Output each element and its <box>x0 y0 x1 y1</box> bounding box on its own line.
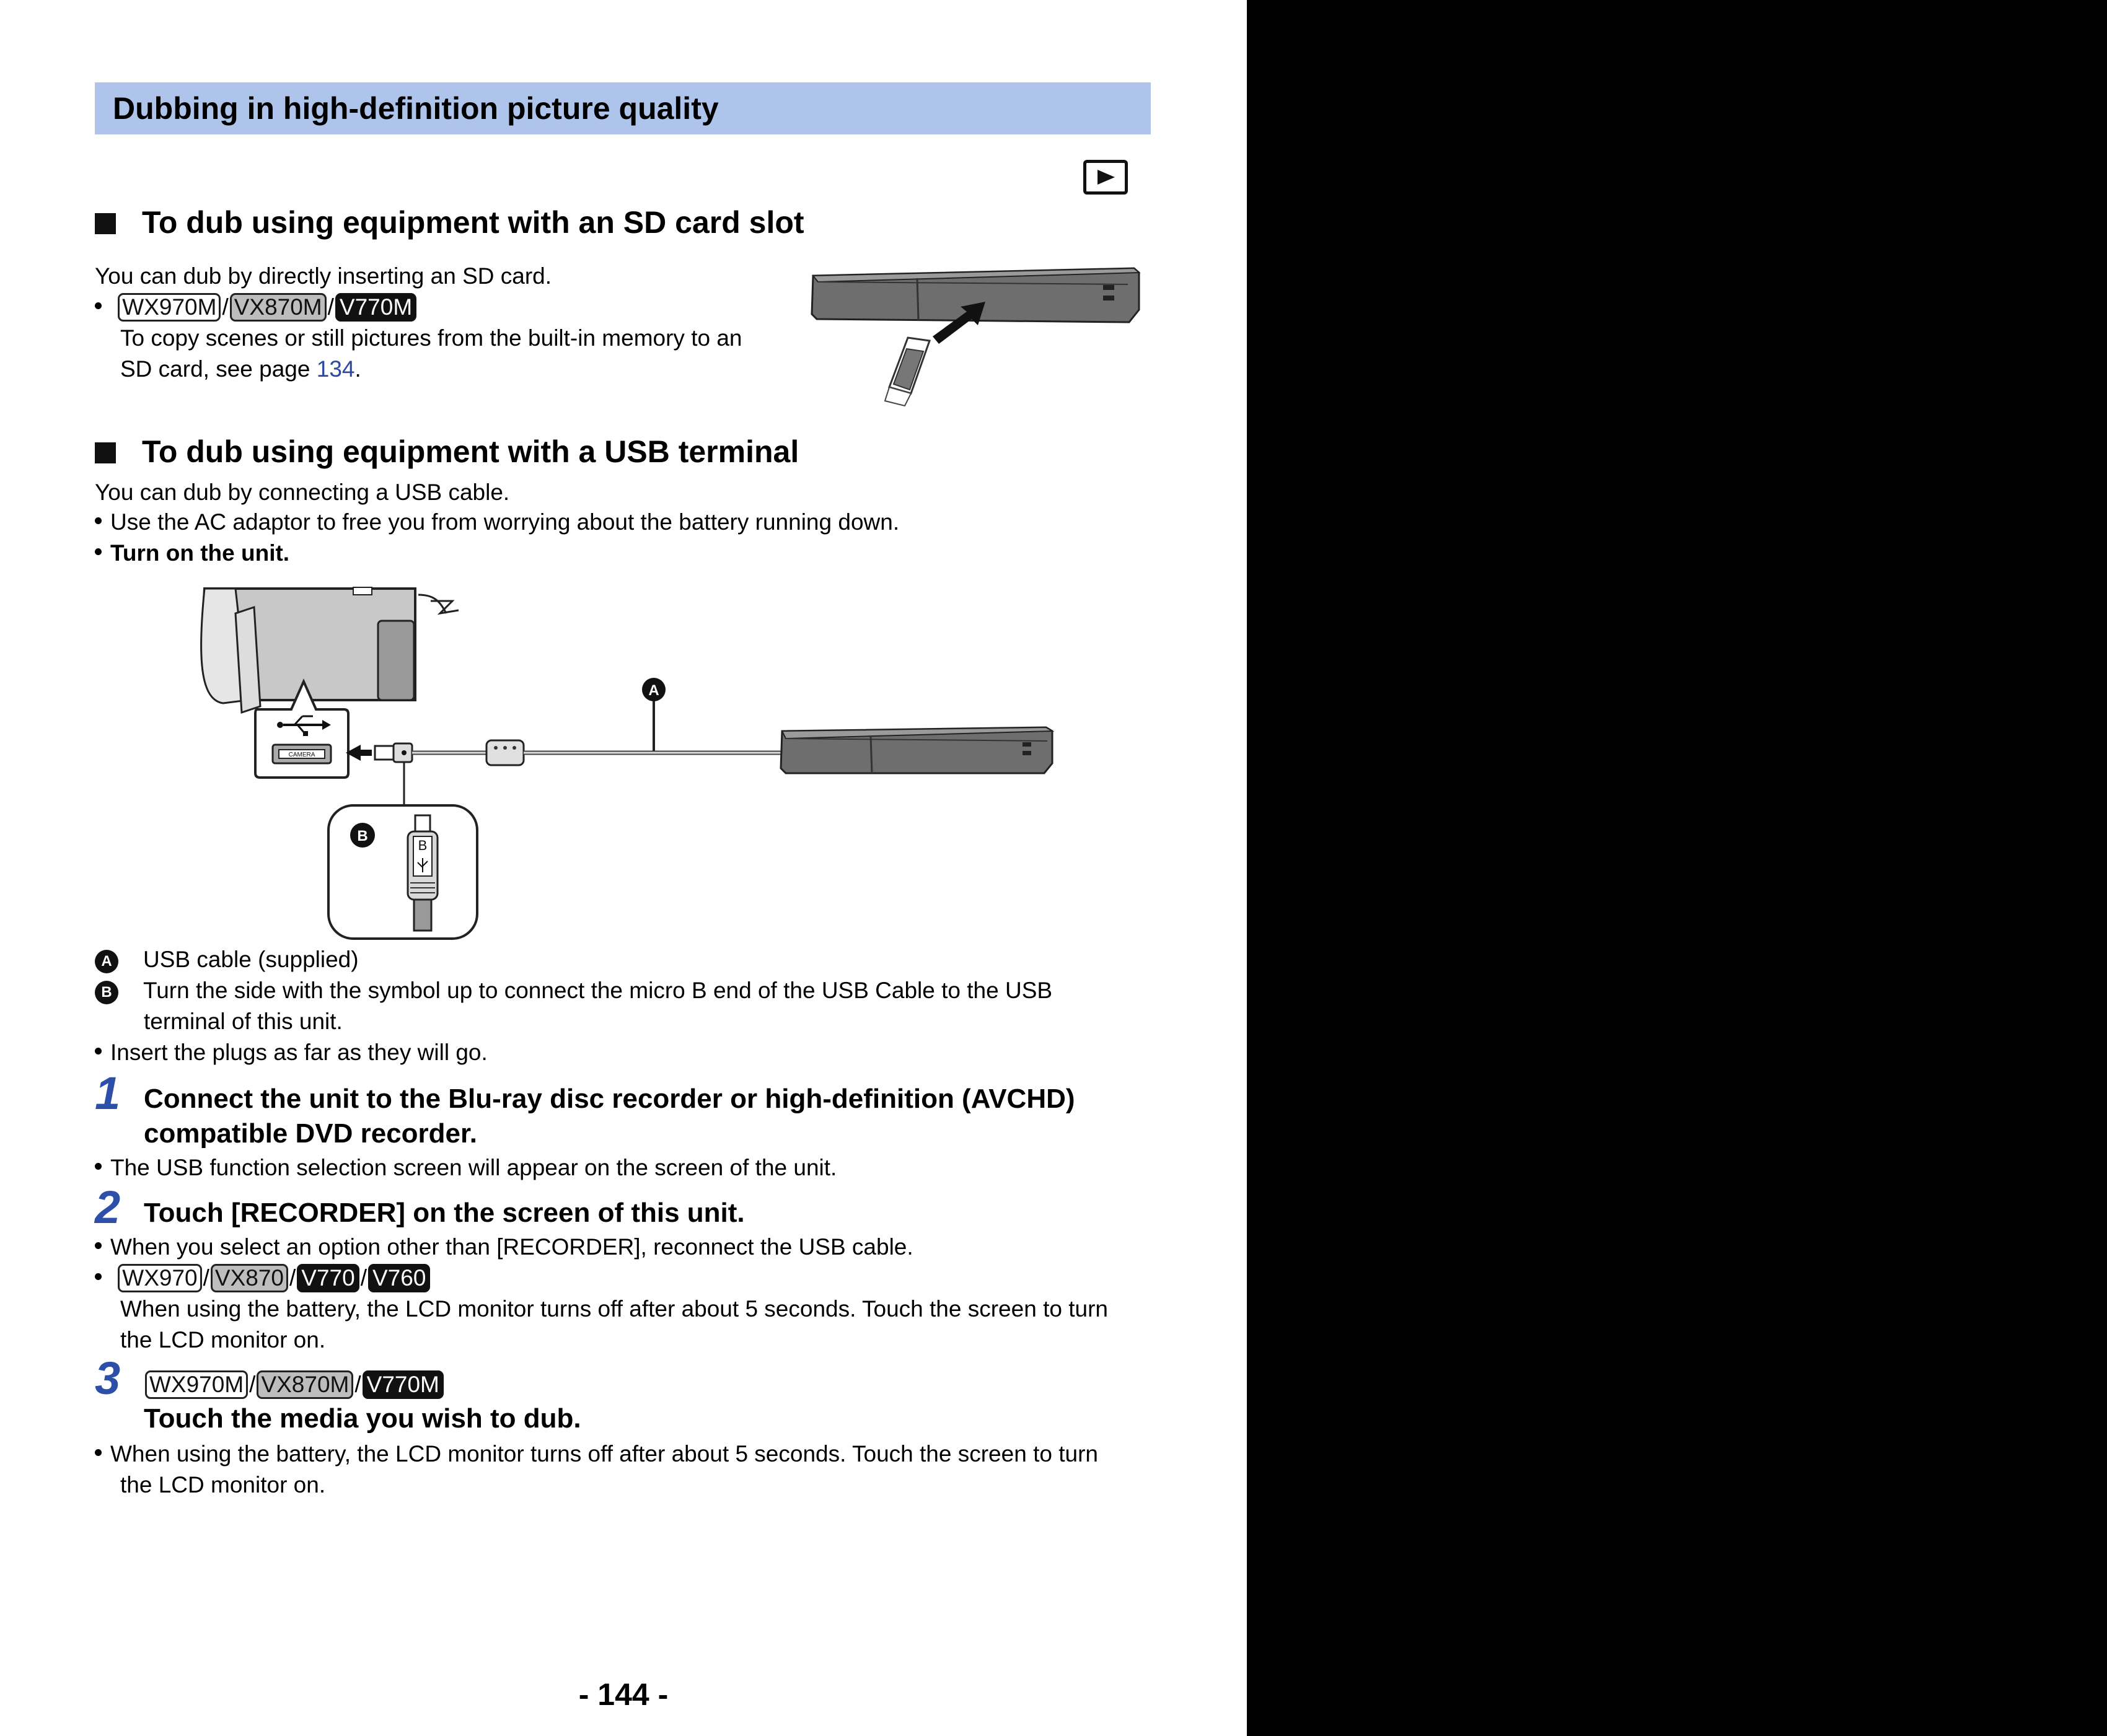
bullet-icon <box>95 1242 102 1249</box>
ferrite-core <box>486 740 524 765</box>
play-icon <box>1094 168 1117 186</box>
model-badge: WX970M <box>118 293 221 322</box>
camcorder-illustration <box>201 587 459 712</box>
bullet-icon <box>95 548 102 555</box>
bullet-icon <box>95 1273 102 1280</box>
label-b-icon: B <box>95 981 118 1004</box>
step-number: 1 <box>95 1067 121 1119</box>
bullet-icon <box>95 302 102 309</box>
sd-intro: You can dub by directly inserting an SD card. <box>95 263 552 289</box>
model-badge: V760 <box>368 1264 430 1292</box>
step-number: 3 <box>95 1352 121 1404</box>
model-badge: V770 <box>297 1264 359 1292</box>
bullet-icon <box>95 1163 102 1170</box>
bullet-icon <box>95 1048 102 1054</box>
label-a-icon: A <box>95 950 118 973</box>
black-margin <box>1247 0 2107 1736</box>
label-a: A <box>648 682 659 699</box>
model-badge: VX870M <box>257 1370 353 1399</box>
step-number: 2 <box>95 1181 121 1233</box>
step-3-note-line2: the LCD monitor on. <box>120 1472 326 1497</box>
section-title: Dubbing in high-definition picture quality <box>113 91 719 126</box>
sd-note-line1: To copy scenes or still pictures from the built-in memory to an <box>120 325 742 351</box>
usb-bullet-2: Turn on the unit. <box>95 538 289 569</box>
label-b: B <box>357 828 368 844</box>
camera-port-label: CAMERA <box>288 752 315 758</box>
plug-letter: B <box>418 838 428 853</box>
model-badge: WX970M <box>145 1370 248 1399</box>
sd-note-line2: SD card, see page 134. <box>120 356 361 382</box>
page-link[interactable]: 134 <box>316 356 355 382</box>
step-2-models: WX970 / VX870 / V770 / V760 <box>95 1263 431 1294</box>
step-2-note2-line2: the LCD monitor on. <box>120 1327 326 1352</box>
model-badge: V770M <box>335 293 416 322</box>
step-3-note: When using the battery, the LCD monitor turns off after about 5 seconds. Touch the screen to turn <box>95 1439 1098 1470</box>
bullet-icon <box>95 1449 102 1456</box>
page-number: - 144 - <box>578 1677 669 1712</box>
recorder-illustration <box>781 727 1052 773</box>
legend-b: B Turn the side with the symbol up to connect the micro B end of the USB Cable to the USB <box>95 975 1052 1006</box>
step-1-note: The USB function selection screen will appear on the screen of the unit. <box>95 1152 837 1183</box>
micro-usb-plug <box>375 746 394 760</box>
step-1-line2: compatible DVD recorder. <box>144 1118 477 1149</box>
legend-bullet: Insert the plugs as far as they will go. <box>95 1037 488 1068</box>
sd-heading: To dub using equipment with an SD card slot <box>95 204 804 240</box>
square-bullet-icon <box>95 213 116 234</box>
insert-arrow-icon <box>346 745 372 761</box>
legend-b-line2: terminal of this unit. <box>144 1009 343 1034</box>
micro-b-callout <box>328 805 477 939</box>
playback-mode-icon <box>1083 160 1128 195</box>
usb-connection-diagram <box>186 576 1066 942</box>
step-1-line1: Connect the unit to the Blu-ray disc recorder or high-definition (AVCHD) <box>144 1084 1075 1114</box>
step-3-models: WX970M / VX870M / V770M <box>144 1369 445 1400</box>
model-badge: VX870 <box>211 1264 288 1292</box>
model-badge: WX970 <box>118 1264 201 1292</box>
step-2-line1: Touch [RECORDER] on the screen of this unit. <box>144 1198 745 1228</box>
usb-intro: You can dub by connecting a USB cable. <box>95 480 510 505</box>
model-badge: VX870M <box>230 293 327 322</box>
bullet-icon <box>95 517 102 524</box>
step-2-note1: When you select an option other than [RECORDER], reconnect the USB cable. <box>95 1232 913 1263</box>
usb-bullet-1: Use the AC adaptor to free you from worrying about the battery running down. <box>95 507 899 538</box>
square-bullet-icon <box>95 442 116 463</box>
sd-model-line: WX970M / VX870M / V770M <box>95 292 418 323</box>
sd-card-recorder-illustration <box>806 257 1146 412</box>
step-3-line1: Touch the media you wish to dub. <box>144 1403 581 1434</box>
model-badge: V770M <box>363 1370 444 1399</box>
legend-a: A USB cable (supplied) <box>95 944 359 975</box>
step-2-note2-line1: When using the battery, the LCD monitor turns off after about 5 seconds. Touch the screen to turn <box>120 1296 1108 1322</box>
usb-heading: To dub using equipment with a USB terminal <box>95 434 799 470</box>
